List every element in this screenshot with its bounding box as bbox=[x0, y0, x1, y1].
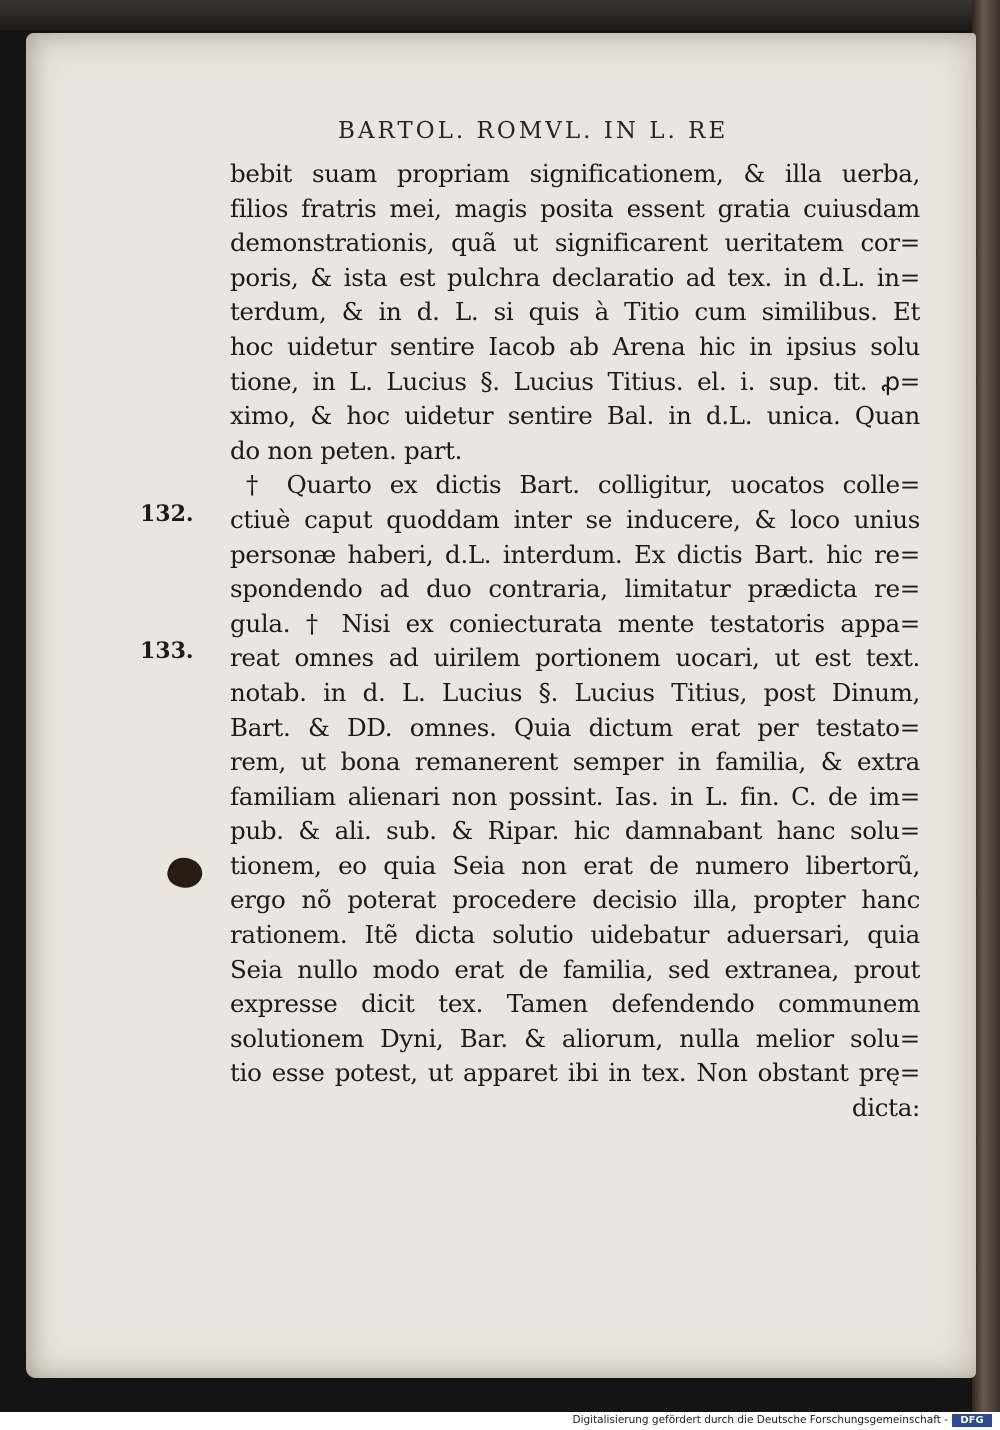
book-spine bbox=[972, 0, 1000, 1412]
text-line: † Quarto ex dictis Bart. colligitur, uocatos colle= bbox=[246, 470, 920, 500]
text-line: spondendo ad duo contraria, limitatur prædicta re= bbox=[230, 574, 920, 604]
text-line: tione, in L. Lucius §. Lucius Titius. el. i. sup. tit. ꝓ= bbox=[230, 366, 920, 396]
text-line: rationem. Itẽ dicta solutio uidebatur aduersari, quia bbox=[230, 920, 920, 950]
text-line: Seia nullo modo erat de familia, sed extranea, prout bbox=[230, 954, 920, 984]
text-line: Bart. & DD. omnes. Quia dictum erat per testato= bbox=[230, 712, 920, 742]
text-line: rem, ut bona remanerent semper in familia, & extra bbox=[230, 747, 920, 777]
text-line: notab. in d. L. Lucius §. Lucius Titius, post Dinum, bbox=[230, 677, 920, 707]
text-line: do non peten. part. bbox=[230, 435, 463, 465]
text-line: ctiuè caput quoddam inter se inducere, & loco unius bbox=[230, 504, 920, 534]
margin-number-132: 132. bbox=[140, 501, 194, 527]
running-header: BARTOL. ROMVL. IN L. RE bbox=[338, 118, 729, 144]
text-line: reat omnes ad uirilem portionem uocari, ut est text. bbox=[230, 643, 920, 673]
text-line: ergo nõ poterat procedere decisio illa, propter hanc bbox=[230, 885, 920, 915]
margin-number-133: 133. bbox=[140, 638, 194, 664]
footer-credit: Digitalisierung gefördert durch die Deutsche Forschungsgemeinschaft - bbox=[572, 1414, 948, 1426]
text-line: demonstrationis, quã ut significarent ueritatem cor= bbox=[230, 228, 920, 258]
text-line: tio esse potest, ut apparet ibi in tex. Non obstant prę= bbox=[230, 1058, 920, 1088]
text-line: pub. & ali. sub. & Ripar. hic damnabant hanc solu= bbox=[230, 816, 920, 846]
text-line: solutionem Dyni, Bar. & aliorum, nulla melior solu= bbox=[230, 1023, 920, 1053]
text-line: tionem, eo quia Seia non erat de numero libertorũ, bbox=[230, 850, 920, 880]
body-text bbox=[230, 157, 920, 1126]
text-line: personæ haberi, d.L. interdum. Ex dictis Bart. hic re= bbox=[230, 539, 920, 569]
catchword: dicta: bbox=[851, 1093, 920, 1123]
text-line: hoc uidetur sentire Iacob ab Arena hic in ipsius solu bbox=[230, 331, 920, 361]
text-line: filios fratris mei, magis posita essent gratia cuiusdam bbox=[230, 193, 920, 223]
text-line: familiam alienari non possint. Ias. in L. fin. C. de im= bbox=[230, 781, 920, 811]
book-top-edge bbox=[0, 0, 1000, 30]
text-line: terdum, & in d. L. si quis à Titio cum similibus. Et bbox=[230, 297, 920, 327]
text-line: expresse dicit tex. Tamen defendendo communem bbox=[230, 989, 920, 1019]
text-line: gula. † Nisi ex coniecturata mente testatoris appa= bbox=[230, 608, 920, 638]
text-line: poris, & ista est pulchra declaratio ad tex. in d.L. in= bbox=[230, 262, 920, 292]
text-line: ximo, & hoc uidetur sentire Bal. in d.L. unica. Quan bbox=[230, 401, 920, 431]
dfg-logo: DFG bbox=[952, 1414, 992, 1427]
text-line: bebit suam propriam significationem, & illa uerba, bbox=[230, 159, 920, 188]
